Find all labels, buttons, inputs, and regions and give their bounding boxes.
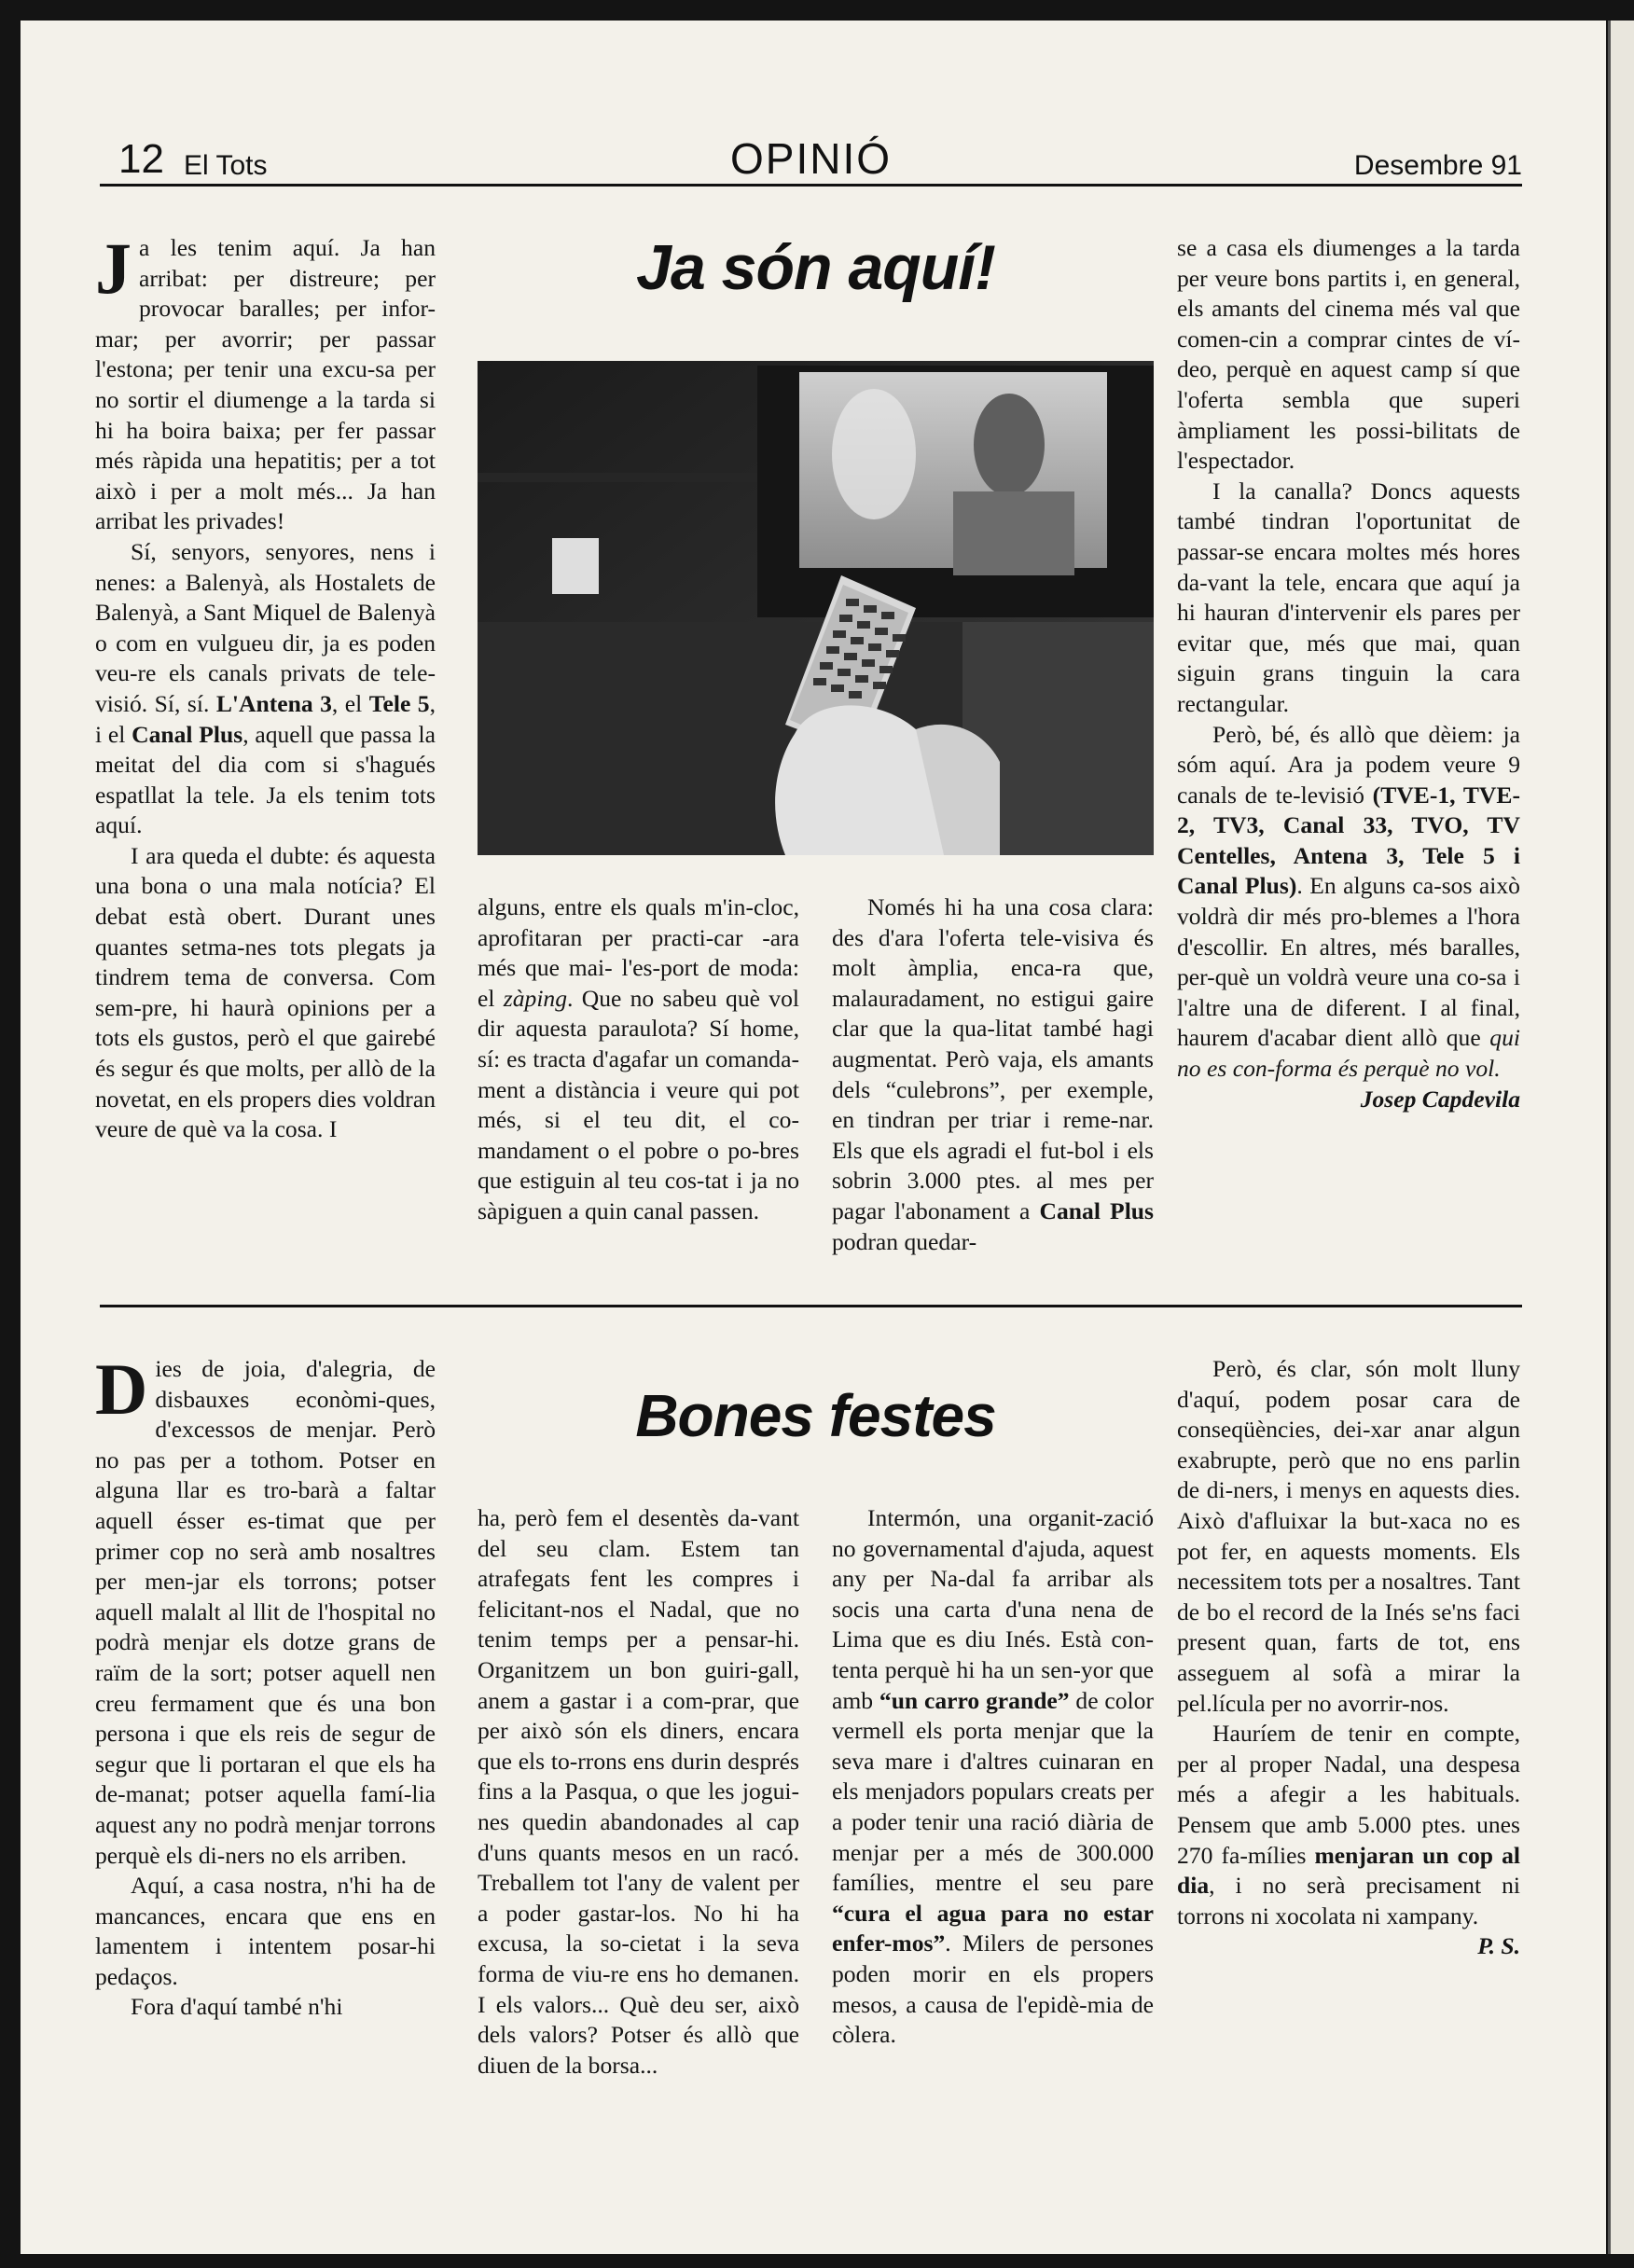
article2-column-2 [478, 1503, 799, 2081]
text-run: de color vermell els porta menjar que la seva mare i d'altres cuinaran en els menjadors populars creats per a poder tenir una ració diària de menjar per a més de 300.000 famílies, mentre el seu pare [832, 1686, 1154, 1897]
text-run: Hauríem de tenir en compte, per al proper Nadal, una despesa més a afegir a les habituals. Pensem que amb 5.000 ptes. unes 270 fa-mílies [1177, 1720, 1520, 1869]
dropcap: J [95, 228, 132, 309]
paragraph: I la canalla? Doncs aquests també tindran l'oportunitat de passar-se encara moltes més hores da-vant la tele, encara que aquí ja hi hauran d'intervenir els pares per evitar que, més que mai, quan siguin grans tinguin la cara rectangular. [1177, 477, 1520, 717]
dropcap: D [95, 1348, 148, 1430]
issue-date: Desembre 91 [1353, 150, 1522, 181]
article1-column-4 [1177, 233, 1520, 1114]
text-run: , i no serà precisament ni torrons ni xocolata ni xampany. [1177, 1872, 1520, 1929]
paragraph: Aquí, a casa nostra, n'hi ha de mancances, encara que ens en lamentem i intentem posar-hi pedaços. [95, 1872, 436, 1990]
page-number: 12 [118, 136, 164, 182]
text-run: . En alguns ca-sos això voldrà dir més pro-blemes a l'hora d'escollir. En altres, més baralles, per-què un voldrà veure una co-sa i l'altre una de diferent. I al final, haurem d'acabar dient allò que [1177, 872, 1520, 1052]
article2-column-3 [832, 1503, 1154, 2051]
text-run: , el [331, 689, 369, 717]
text-run: alguns, entre els quals m'in-cloc, aprofitaran per practi-car -ara més que mai- l'es-port de moda: el [478, 893, 799, 1012]
channel-name: L'Antena 3 [215, 689, 332, 717]
emphasis: qui no es con-forma és perquè no vol. [1177, 1024, 1520, 1083]
article1-column-3 [832, 892, 1154, 1257]
paragraph: ies de joia, d'alegria, de disbauxes econòmi-ques, d'excessos de menjar. Però no pas per a tothom. Potser en alguna llar es tro-barà a faltar aquell ésser es-timat que per primer cop no serà amb nosaltres per men-jar els torrons; potser aquell malalt al llit de l'hospital no podrà menjar els dotze grans de raïm de la sort; potser aquell nen creu fermament que és una bon persona i que els reis de segur de segur que li portaran el que els ha de-manat; potser aquella famí-lia aquest any no podrà menjar torrons perquè els di-ners no els arriben. [95, 1355, 436, 1869]
text-run: Però, bé, és allò que dèiem: ja sóm aquí. Ara ja podem veure 9 canals de te-levisió [1177, 720, 1520, 809]
paragraph: Fora d'aquí també n'hi [131, 1993, 343, 2021]
article2-column-4 [1177, 1354, 1520, 1962]
text-run: , aquell que passa la meitat del dia com si s'hagués espatllat la tele. Ja els tenim tots aquí. [95, 720, 436, 839]
quote: “cura el agua para no estar enfer-mos” [832, 1899, 1154, 1957]
text-run: . Milers de persones poden morir en els propers mesos, a causa de l'epidè-mia de còlera. [832, 1929, 1154, 2049]
channel-list: (TVE-1, TVE-2, TV3, Canal 33, TVO, TV Centelles, Antena 3, Tele 5 i Canal Plus) [1177, 781, 1520, 900]
emphasis: menjaran un cop al dia [1177, 1841, 1520, 1900]
page-header [100, 118, 1522, 187]
article-divider [100, 1305, 1522, 1307]
quote: “un carro grande” [879, 1686, 1070, 1714]
channel-name: Canal Plus [132, 720, 243, 748]
byline: P. S. [1477, 1932, 1520, 1960]
article1-column-2 [478, 892, 799, 1227]
byline: Josep Capdevila [1360, 1085, 1520, 1113]
article2-column-1 [95, 1348, 436, 2023]
channel-name: Canal Plus [1039, 1196, 1154, 1224]
publication-name: El Tots [184, 150, 268, 181]
text-run: . Que no sabeu què vol dir aquesta paraulota? Sí home, sí: es tracta d'agafar un comanda-ment a distància i veure qui pot més, si el teu dit, el co-mandament o el pobre o po-bres que estiguin al teu cos-tat i ja no sàpiguen a quin canal passen. [478, 984, 800, 1224]
text-run: Només hi ha una cosa clara: des d'ara l'oferta tele-visiva és molt àmplia, enca-ra que, malauradament, no estigui gaire clar que la qua-litat també hagi augmentat. Però vaja, els amants dels “culebrons”, per exemple, en tindran per triar i reme-nar. Els que els agradi el fut-bol i els sobrin 3.000 ptes. al mes per pagar l'abonament a [832, 893, 1154, 1224]
newspaper-page [21, 21, 1606, 2254]
article2-headline: Bones festes [635, 1382, 996, 1449]
text-run: Intermón, una organit-zació no governamental d'ajuda, aquest any per Na-dal fa arribar als socis una carta d'una nena de Lima que es diu Inés. Està con-tenta perquè hi ha un sen-yor que amb [832, 1504, 1154, 1714]
photo-image [478, 361, 1154, 855]
paragraph: se a casa els diumenges a la tarda per veure bons partits i, en general, els amants del cinema més val que comen-cin a comprar cintes de ví-deo, perquè en aquest camp sí que l'oferta sembla que superi àmpliament les possi-bilitats de l'espectador. [1177, 234, 1520, 475]
section-title: OPINIÓ [729, 134, 893, 183]
text-run: Sí, senyors, senyores, nens i nenes: a Balenyà, als Hostalets de Balenyà, a Sant Miquel de Balenyà o com en vulgueu dir, ja es poden veu-re els canals privats de tele-visió. Sí, sí. [95, 537, 436, 717]
text-run: podran quedar- [832, 1227, 977, 1255]
paragraph: a les tenim aquí. Ja han arribat: per distreure; per provocar baralles; per infor-mar; per avorrir; per passar l'estona; per tenir una excu-sa per no sortir el diumenge a la tarda si hi ha boira baixa; per fer passar més ràpida una hepatitis; per a tot això i per a molt més... Ja han arribat les privades! [95, 234, 436, 535]
channel-name: Tele 5 [368, 689, 430, 717]
article1-column-1 [95, 228, 436, 1145]
emphasis: zàping [503, 984, 568, 1012]
paragraph: ha, però fem el desentès da-vant del seu clam. Estem tan atrafegats fent les compres i felicitant-nos el Nadal, que no tenim temps per a pensar-hi. Organitzem un bon guiri-gall, anem a gastar i a com-prar, que per això són els diners, encara que els to-rrons ens durin després fins a la Pasqua, o que les jogui-nes quedin abandonades al cap d'uns quants mesos en un racó. Treballem tot l'any de valent per a poder gastar-los. No hi ha excusa, la so-cietat i la seva forma de viu-re ens ho demanen. I els valors... Què deu ser, això dels valors? Potser és allò que diuen de la borsa... [478, 1504, 799, 2079]
next-page-edge [1608, 21, 1634, 2254]
paragraph: I ara queda el dubte: és aquesta una bona o una mala notícia? El debat està obert. Durant unes quantes setma-nes tots plegats ja tindrem tema de conversa. Com sem-pre, hi haurà opinions per a tots els gustos, però el que gairebé és segur és que molts, per allò de la novetat, en els propers dies voldran veure de què va la cosa. I [95, 841, 436, 1143]
article1-headline: Ja són aquí! [636, 232, 995, 303]
tv-remote-photo [478, 361, 1154, 855]
paragraph: Però, és clar, són molt lluny d'aquí, podem posar cara de conseqüències, dei-xar anar algun exabrupte, però que no ens parlin de di-ners, i menys en aquests dies. Això d'afluixar la but-xaca no es pot fer, en aquests moments. Els necessitem tots per a nosaltres. Tant de bo el record de la Inés se'ns faci present quan, farts de tot, ens asseguem al sofà a mirar la pel.lícula per no avorrir-nos. [1177, 1355, 1520, 1717]
text-run: , i el [95, 689, 436, 748]
